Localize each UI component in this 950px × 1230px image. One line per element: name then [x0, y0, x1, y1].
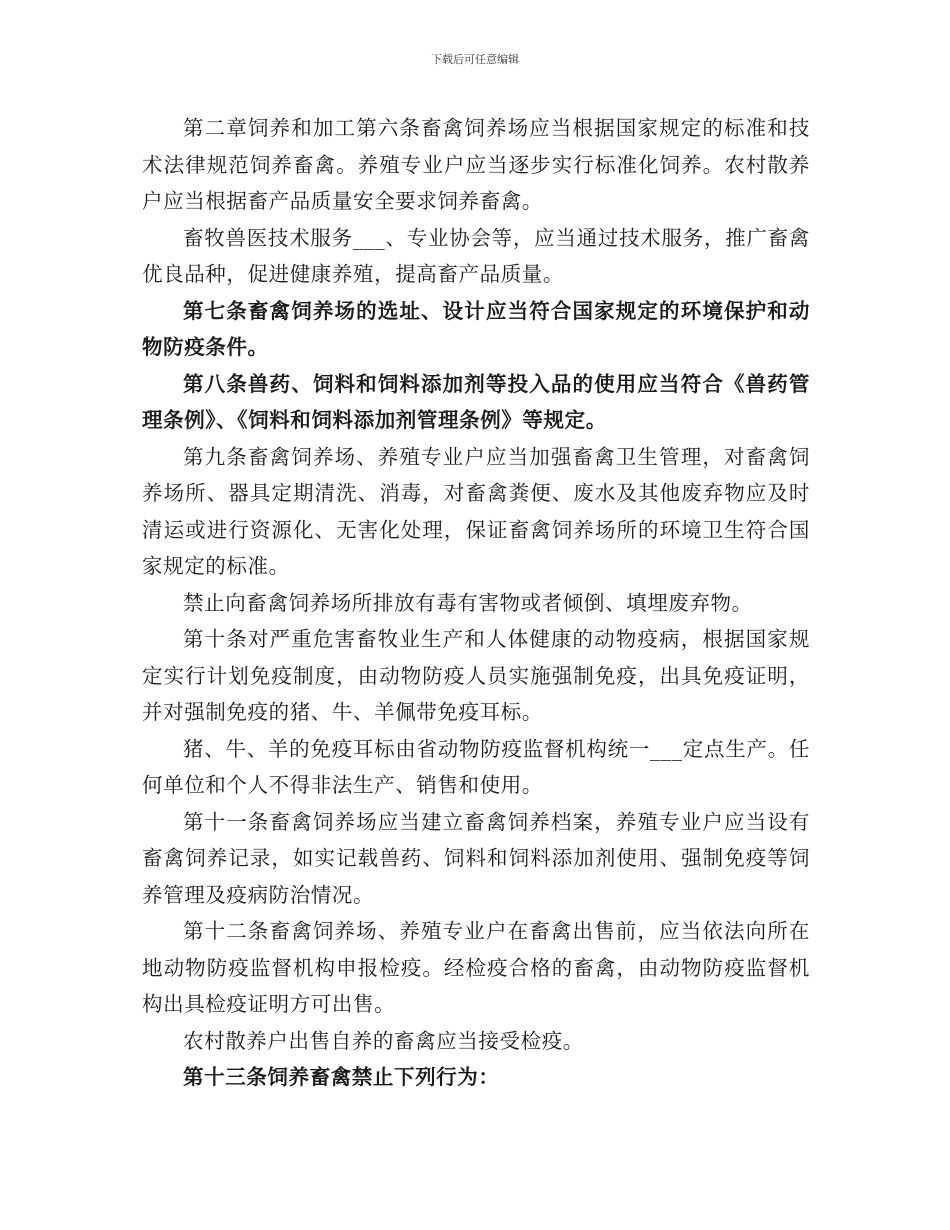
paragraph-article10: 第十条对严重危害畜牧业生产和人体健康的动物疫病，根据国家规定实行计划免疫制度，由动物防疫人员实施强制免疫，出具免疫证明，并对强制免疫的猪、牛、羊佩带免疫耳标。 [142, 627, 810, 724]
paragraph-dumping-prohibition: 禁止向畜禽饲养场所排放有毒有害物或者倾倒、填埋废弃物。 [183, 590, 753, 615]
page-header: 下载后可任意编辑 [431, 53, 519, 66]
paragraph-article7: 第七条畜禽饲养场的选址、设计应当符合国家规定的环境保护和动物防疫条件。 [142, 298, 810, 359]
paragraph-chapter2-article6: 第二章饲养和加工第六条畜禽饲养场应当根据国家规定的标准和技术法律规范饲养畜禽。养殖专业户应当逐步实行标准化饲养。农村散养户应当根据畜产品质量安全要求饲养畜禽。 [142, 116, 810, 213]
paragraph-article13: 第十三条饲养畜禽禁止下列行为： [183, 1065, 500, 1089]
paragraph-article12: 第十二条畜禽饲养场、养殖专业户在畜禽出售前，应当依法向所在地动物防疫监督机构申报检疫。经检疫合格的畜禽，由动物防疫监督机构出具检疫证明方可出售。 [142, 919, 810, 1016]
paragraph-article11: 第十一条畜禽饲养场应当建立畜禽饲养档案，养殖专业户应当设有畜禽饲养记录，如实记载兽药、饲料和饲料添加剂使用、强制免疫等饲养管理及疫病防治情况。 [142, 809, 810, 907]
paragraph-article9: 第九条畜禽饲养场、养殖专业户应当加强畜禽卫生管理，对畜禽饲养场所、器具定期清洗、消毒，对畜禽粪便、废水及其他废弃物应及时清运或进行资源化、无害化处理，保证畜禽饲养场所的环境卫生符合国家规定的标准。 [142, 444, 810, 578]
paragraph-rural-quarantine: 农村散养户出售自养的畜禽应当接受检疫。 [183, 1028, 584, 1053]
document-body [142, 110, 810, 1096]
paragraph-article8: 第八条兽药、饲料和饲料添加剂等投入品的使用应当符合《兽药管理条例》、《饲料和饲料添加剂管理条例》等规定。 [142, 371, 810, 432]
paragraph-ear-tags: 猪、牛、羊的免疫耳标由省动物防疫监督机构统一___定点生产。任何单位和个人不得非法生产、销售和使用。 [142, 736, 810, 797]
paragraph-vet-services: 畜牧兽医技术服务___、专业协会等，应当通过技术服务，推广畜禽优良品种，促进健康养殖，提高畜产品质量。 [142, 225, 810, 286]
